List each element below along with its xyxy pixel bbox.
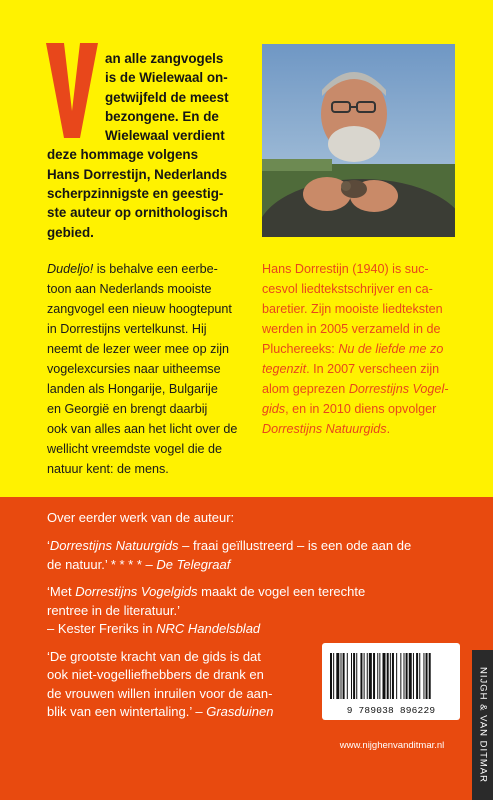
intro-line: Hans Dorrestijn, Nederlands [47,166,228,182]
intro-line: bezongene. En de [105,108,219,124]
description-paragraph [47,259,257,479]
description-line: landen als Hongarije, Bulgarije [47,382,218,396]
intro-line: is de Wielewaal on- [105,70,228,86]
description-line: natuur kent: de mens. [47,462,169,476]
description-line: toon aan Nederlands mooiste [47,282,212,296]
description-line: zangvogel een nieuw hoogtepunt [47,302,232,316]
portrait-of-author-holding-bird-icon [262,44,455,237]
author-bio [262,259,462,439]
review-source: Grasduinen [206,704,274,719]
intro-line: deze hommage volgens [47,147,199,163]
intro-line: gebied. [47,224,94,240]
isbn-number: 9 789038 896229 [346,705,436,716]
description-line: vogelexcursies naar uitheemse [47,362,221,376]
intro-line: an alle zangvogels [105,51,224,66]
intro-line: getwijfeld de meest [105,89,229,105]
description-line: in Dorrestijns vertelkunst. Hij [47,322,207,336]
review-grasduinen: ‘De grootste kracht van de gids is dat ook niet-vogelliefhebbers de drank en de vrouwen willen inruilen voor de aan- blik van een wintertaling.’ – Grasduinen [47,648,274,719]
barcode-bars-icon [322,647,460,707]
publisher-spine-label [472,650,493,800]
review-source: NRC Handelsblad [156,621,261,636]
bio-line: gids, en in 2010 diens opvolger [262,402,437,416]
description-line: wellicht vreemdste vogel die de [47,442,223,456]
isbn-barcode [322,643,460,720]
bio-line: Hans Dorrestijn (1940) is suc- [262,262,429,276]
publisher-name: NIJGH & VAN DITMAR [477,667,488,783]
bio-line: alom geprezen Dorrestijns Vogel- [262,382,449,396]
intro-line: ste auteur op ornithologisch [47,205,228,221]
review-source: De Telegraaf [156,556,231,572]
description-line: Dudeljo! is behalve een eerbe- [47,262,218,276]
bio-line: Dorrestijns Natuurgids. [262,422,391,436]
bio-line: werden in 2005 verzameld in de [262,322,441,336]
bio-line: cesvol liedtekstschrijver en ca- [262,282,433,296]
intro-line: scherpzinnigste en geestig- [47,186,224,202]
review-telegraaf: ‘Dorrestijns Natuurgids – fraai geïllustreerd – is een ode aan de de natuur.’ * * * * – De Telegraaf [47,538,412,572]
bio-line: Pluchereeks: Nu de liefde me zo [262,342,444,356]
intro-line: Wielewaal verdient [105,128,225,144]
author-photo [262,44,455,237]
review-nrc: ‘Met Dorrestijns Vogelgids maakt de vogel een terechte rentree in de literatuur.’ – Kester Freriks in NRC Handelsblad [47,584,366,636]
intro-paragraph [47,49,247,242]
bio-line: tegenzit. In 2007 verscheen zijn [262,362,440,376]
publisher-url[interactable]: www.nijghenvanditmar.nl [339,740,445,751]
description-line: en Georgië en brengt daarbij [47,402,208,416]
reviews-heading: Over eerder werk van de auteur: [47,510,235,525]
book-title-dudeljo: Dudeljo! [47,262,94,276]
bio-line: baretier. Zijn mooiste liedteksten [262,302,443,316]
description-line: ook van alles aan het licht over de [47,422,238,436]
description-line: neemt de lezer weer mee op zijn [47,342,230,356]
